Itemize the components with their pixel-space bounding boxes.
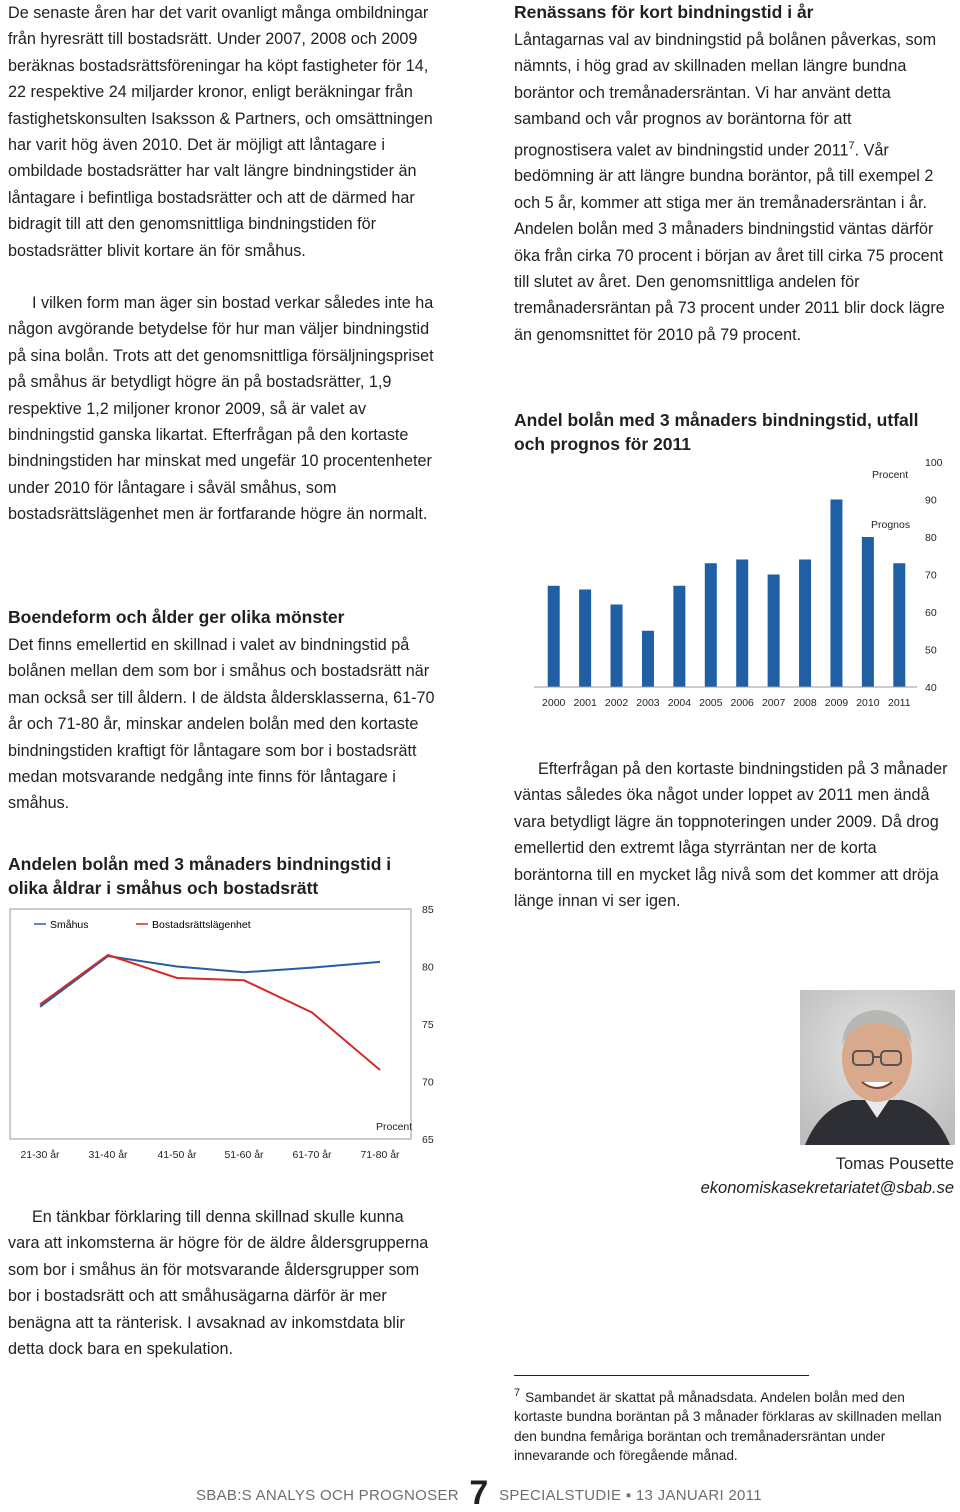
x-tick-label: 2008 [793,697,817,709]
intro-paragraph: De senaste åren har det varit ovanligt många ombildningar från hyresrätt till bostadsrätt. Under 2007, 2008 och 2009 beräknas bostadsrättsföreningar ha köpt fastigheter för 14, 22 respektive 24 miljarder kronor, enligt beräkningar från fastighetskonsulten Isaksson & Partners, och omsättningen har varit hög även 2010. Det är möjligt att låntagare i ombildade bostadsrätter har valt längre bindningstider än låntagare i befintliga bostadsrätter och att de därmed har bidragit till att den genomsnittliga bindningstiden för bostadsrätter blivit kortare än för småhus. [8,4,433,260]
x-tick-label: 51-60 år [224,1149,264,1161]
bar-chart-title: Andel bolån med 3 månaders bindningstid, utfall och prognos för 2011 [514,410,919,454]
y-tick-label: 100 [925,457,943,469]
x-tick-label: 2001 [573,697,597,709]
section-paragraph: Det finns emellertid en skillnad i valet av bindningstid på bolånen mellan dem som bor i småhus och bostadsrätt när man också ser till åldern. I de äldsta åldersklasserna, 61-70 år och 71-80 år, minskar andelen bolån med den kortaste bindningstiden kraftigt för låntagare som bor i bostadsrätt medan motsvarande nedgång inte finns för låntagare i småhus. [8,636,435,813]
second-paragraph: I vilken form man äger sin bostad verkar således inte ha någon avgörande betydelse för hur man väljer bindningstid på sina bolån. Trots att det genomsnittliga försäljningspriset på småhus är betydligt högre än på bostadsrätter, 1,9 respektive 1,2 miljoner kronor 2009, så är valet av bindningstid ganska likartat. Efterfrågan på den kortaste bindningstiden har minskat med ungefär 10 procentenheter under 2010 för låntagare i såväl småhus, som bostadsrättslägenhet men är fortfarande högre än normalt. [8,294,434,524]
footnote-text: Sambandet är skattat på månadsdata. Andelen bolån med den kortaste bundna boräntan på 3 månader förklaras av skillnaden mellan den bundna femåriga boräntan och tremånadersräntan under innevarande och föregående månad. [514,1389,942,1464]
y-tick-label: 40 [925,682,937,694]
prognos-label: Prognos [871,519,911,531]
bar [611,605,623,688]
bar [799,560,811,688]
y-tick-label: 85 [422,904,434,916]
y-tick-label: 65 [422,1134,434,1146]
x-tick-label: 41-50 år [157,1149,197,1161]
bar [642,631,654,687]
x-tick-label: 2011 [887,697,911,709]
right-heading: Renässans för kort bindningstid i år [514,2,814,22]
x-tick-label: 2004 [667,697,692,709]
x-tick-label: 2009 [824,697,849,709]
age-line-chart [0,895,450,1170]
x-tick-label: 2007 [761,697,786,709]
bar [548,586,560,687]
bar [705,563,717,687]
page-number: 7 [469,1474,489,1512]
right-paragraph: Låntagarnas val av bindningstid på bolånen påverkas, som nämnts, i hög grad av skillnaden mellan längre bundna boräntor och tremånadersräntan. Vi har använt detta samband och vår prognos av boräntorna för att prognostisera valet av bindningstid under 2011$^7$. Vår bedömning är att längre bundna boräntor, på till exempel 2 och 5 år, kommer att stiga mer än tremånadersräntan i år. Andelen bolån med 3 månaders bindningstid väntas därför öka från cirka 70 procent i början av året till cirka 75 procent till slutet av året. Den genomsnittliga andelen för tremånadersräntan på 73 procent under 2011 blir dock lägre än genomsnittet för 2010 på 79 procent. [514,31,945,344]
x-tick-label: 2002 [604,697,629,709]
unit-label: Procent [872,469,909,481]
footnote-number: 7 [514,1387,521,1399]
author-block [701,1152,954,1200]
footnote [514,1384,954,1466]
y-tick-label: 90 [925,494,937,507]
bar-chart [510,452,960,722]
footer-bullet: ▪ [625,1487,632,1504]
legend-label-bostadsratt: Bostadsrättslägenhet [152,919,251,931]
x-tick-label: 31-40 år [88,1149,128,1161]
series-line-bostadsratt [40,955,380,1070]
legend-label-smahus: Småhus [50,919,89,931]
x-tick-label: 2010 [856,697,880,709]
bar [768,575,780,688]
page-footer [196,1470,796,1512]
x-tick-label: 61-70 år [292,1149,332,1161]
y-tick-label: 80 [422,961,434,974]
plot-frame [10,909,411,1139]
closing-paragraph: En tänkbar förklaring till denna skillnad skulle kunna vara att inkomsterna är högre för de äldre åldersgrupperna som bor i småhus än för motsvarande åldersgrupper som bor i bostadsrätt och att småhusägarna därför är mer benägna att ta ränterisk. I avsaknad av inkomstdata blir detta dock bara en spekulation. [8,1208,429,1359]
bar [736,560,748,688]
bar [862,537,874,687]
footer-left: SBAB:S ANALYS OCH PROGNOSER [196,1487,459,1504]
author-photo [800,990,955,1145]
x-tick-label: 2003 [636,697,660,709]
x-tick-label: 2006 [730,697,754,709]
after-chart-paragraph: Efterfrågan på den kortaste bindningstiden på 3 månader väntas således öka något under loppet av 2011 men ändå vara betydligt lägre än toppnoteringen under 2009. Då drog emellertid den extremt låga styrräntan ner de korta boräntorna till en mycket låg nivå som det kommer att dröja länge innan vi ser igen. [514,760,948,911]
bar [673,586,685,687]
x-tick-label: 21-30 år [20,1149,60,1161]
bar [830,500,842,688]
author-email[interactable]: ekonomiskasekretariatet@sbab.se [700,1179,954,1197]
section-heading: Boendeform och ålder ger olika mönster [8,607,345,627]
footer-date: 13 JANUARI 2011 [635,1487,762,1504]
x-tick-label: 2000 [542,697,566,709]
bar [579,590,591,688]
line-chart-title: Andelen bolån med 3 månaders bindningstid i olika åldrar i småhus och bostadsrätt [8,854,392,898]
footnote-rule [514,1375,809,1376]
y-tick-label: 70 [422,1076,434,1089]
footer-right: SPECIALSTUDIE [499,1487,622,1504]
legend [34,919,251,931]
y-tick-label: 50 [925,644,937,657]
y-tick-label: 75 [422,1019,434,1031]
author-name: Tomas Pousette [835,1155,954,1173]
footnote-ref: 7 [848,139,855,152]
x-tick-label: 2005 [699,697,723,709]
series-line-smahus [40,956,380,1007]
y-tick-label: 80 [925,532,937,544]
x-tick-label: 71-80 år [360,1149,400,1161]
unit-label: Procent [376,1121,413,1133]
y-tick-label: 70 [925,569,937,582]
bar [893,563,905,687]
y-tick-label: 60 [925,607,937,619]
